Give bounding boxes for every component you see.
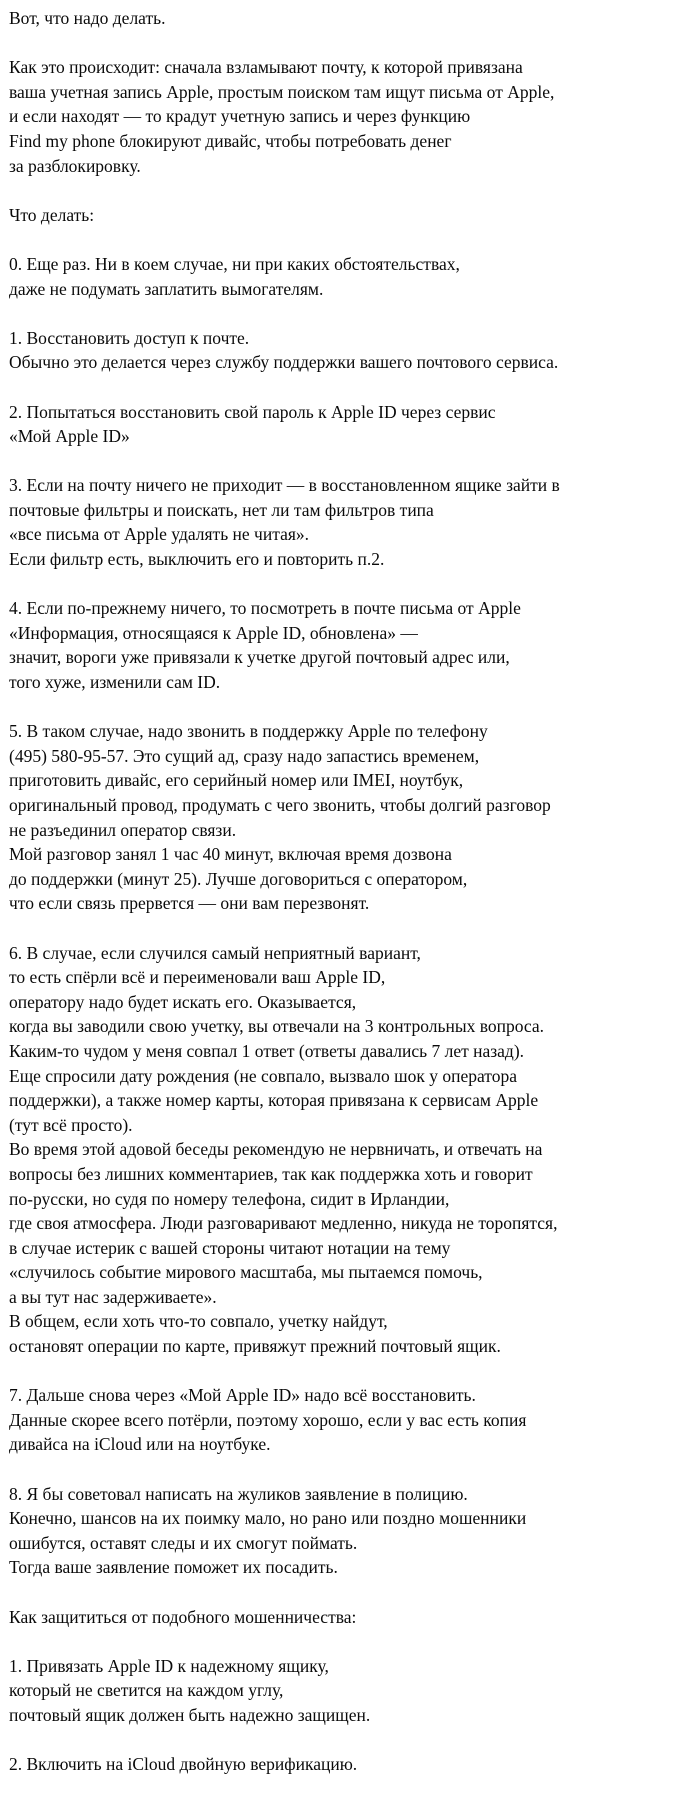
text-line: Во время этой адовой беседы рекомендую не нервничать, и отвечать на — [9, 1139, 543, 1160]
text-line: а вы тут нас задерживаете». — [9, 1286, 217, 1307]
text-line: за разблокировку. — [9, 155, 141, 176]
text-line: в случае истерик с вашей стороны читают нотации на тему — [9, 1237, 451, 1258]
text-line: остановят операции по карте, привяжут прежний почтовый ящик. — [9, 1336, 501, 1357]
text-line: 1. Восстановить доступ к почте. — [9, 327, 250, 348]
text-line: Вот, что надо делать. — [9, 8, 166, 28]
text-line: 6. В случае, если случился самый неприятный вариант, — [9, 942, 421, 963]
blank-line — [9, 1359, 700, 1384]
text-line: (тут всё просто). — [9, 1114, 133, 1135]
text-line: В общем, если хоть что-то совпало, учетку найдут, — [9, 1311, 388, 1332]
text-line: 8. Я бы советовал написать на жуликов заявление в полицию. — [9, 1483, 468, 1504]
text-line: Как защититься от подобного мошенничества: — [9, 1606, 357, 1627]
text-line: Данные скорее всего потёрли, поэтому хорошо, если у вас есть копия — [9, 1409, 527, 1430]
text-line: Что делать: — [9, 204, 95, 225]
text-line: того хуже, изменили сам ID. — [9, 672, 221, 693]
text-line: Тогда ваше заявление поможет их посадить. — [9, 1557, 338, 1578]
text-line: 5. В таком случае, надо звонить в поддержку Apple по телефону — [9, 721, 488, 742]
blank-line — [9, 178, 700, 203]
text-line: и если находят — то крадут учетную запись и через функцию — [9, 106, 471, 127]
text-line: Мой разговор занял 1 час 40 минут, включая время дозвона — [9, 844, 452, 865]
text-line: Еще спросили дату рождения (не совпало, вызвало шок у оператора — [9, 1065, 517, 1086]
text-line: Как это происходит: сначала взламывают почту, к которой привязана — [9, 57, 523, 78]
blank-line — [9, 31, 700, 56]
text-line: когда вы заводили свою учетку, вы отвечали на 3 контрольных вопроса. — [9, 1016, 545, 1037]
text-line: 3. Если на почту ничего не приходит — в восстановленном ящике зайти в — [9, 475, 560, 496]
text-line: не разъединил оператор связи. — [9, 819, 237, 840]
text-line: значит, вороги уже привязали к учетке другой почтовый адрес или, — [9, 647, 510, 668]
text-line: «все письма от Apple удалять не читая». — [9, 524, 310, 545]
blank-line — [9, 1728, 700, 1753]
blank-line — [9, 916, 700, 941]
blank-line — [9, 1629, 700, 1654]
text-line: почтовые фильтры и поискать, нет ли там фильтров типа — [9, 499, 434, 520]
text-line: 0. Еще раз. Ни в коем случае, ни при каких обстоятельствах, — [9, 253, 460, 274]
text-line: ваша учетная запись Apple, простым поиском там ищут письма от Apple, — [9, 81, 555, 102]
text-line: (495) 580-95-57. Это сущий ад, сразу надо запастись временем, — [9, 745, 480, 766]
text-line: Обычно это делается через службу поддержки вашего почтового сервиса. — [9, 352, 559, 373]
blank-line — [9, 1580, 700, 1605]
text-line: что если связь прервется — они вам перезвонят. — [9, 893, 370, 914]
text-line: вопросы без лишних комментариев, так как поддержка хоть и говорит — [9, 1163, 533, 1184]
text-line: 4. Если по-прежнему ничего, то посмотреть в почте письма от Apple — [9, 598, 521, 619]
text-line: поддержки), а также номер карты, которая привязана к сервисам Apple — [9, 1090, 539, 1111]
text-line: Конечно, шансов на их поимку мало, но рано или поздно мошенники — [9, 1508, 527, 1529]
text-line: то есть спёрли всё и переименовали ваш Apple ID, — [9, 967, 386, 988]
text-line: Каким-то чудом у меня совпал 1 ответ (ответы давались 7 лет назад). — [9, 1040, 525, 1061]
text-line: «Мой Apple ID» — [9, 426, 130, 447]
text-line: Если фильтр есть, выключить его и повторить п.2. — [9, 549, 385, 570]
text-line: до поддержки (минут 25). Лучше договориться с оператором, — [9, 868, 468, 889]
text-line: 2. Попытаться восстановить свой пароль к Apple ID через сервис — [9, 401, 496, 422]
text-line: по-русски, но судя по номеру телефона, сидит в Ирландии, — [9, 1188, 450, 1209]
text-line: оригинальный провод, продумать с чего звонить, чтобы долгий разговор — [9, 795, 551, 815]
blank-line — [9, 449, 700, 474]
text-line: где своя атмосфера. Люди разговаривают медленно, никуда не торопятся, — [9, 1213, 558, 1234]
text-line: 7. Дальше снова через «Мой Apple ID» надо всё восстановить. — [9, 1385, 476, 1406]
text-line: ошибутся, оставят следы и их смогут поймать. — [9, 1532, 358, 1553]
blank-line — [9, 695, 700, 720]
text-line: даже не подумать заплатить вымогателям. — [9, 278, 324, 299]
text-line: 1. Привязать Apple ID к надежному ящику, — [9, 1655, 329, 1676]
blank-line — [9, 375, 700, 400]
text-line: дивайса на iCloud или на ноутбуке. — [9, 1434, 271, 1455]
text-line: почтовый ящик должен быть надежно защищен. — [9, 1704, 371, 1725]
text-line: который не светится на каждом углу, — [9, 1680, 284, 1701]
blank-line — [9, 227, 700, 252]
text-line: оператору надо будет искать его. Оказывается, — [9, 991, 357, 1012]
blank-line — [9, 572, 700, 597]
text-line: «случилось событие мирового масштаба, мы пытаемся помочь, — [9, 1262, 483, 1283]
text-line: 2. Включить на iCloud двойную верификацию. — [9, 1754, 358, 1775]
text-line: Find my phone блокируют дивайс, чтобы потребовать денег — [9, 130, 452, 151]
text-line: приготовить дивайс, его серийный номер или IMEI, ноутбук, — [9, 770, 464, 791]
blank-line — [9, 1457, 700, 1482]
text-line: «Информация, относящаяся к Apple ID, обновлена» — — [9, 622, 418, 643]
blank-line — [9, 301, 700, 326]
